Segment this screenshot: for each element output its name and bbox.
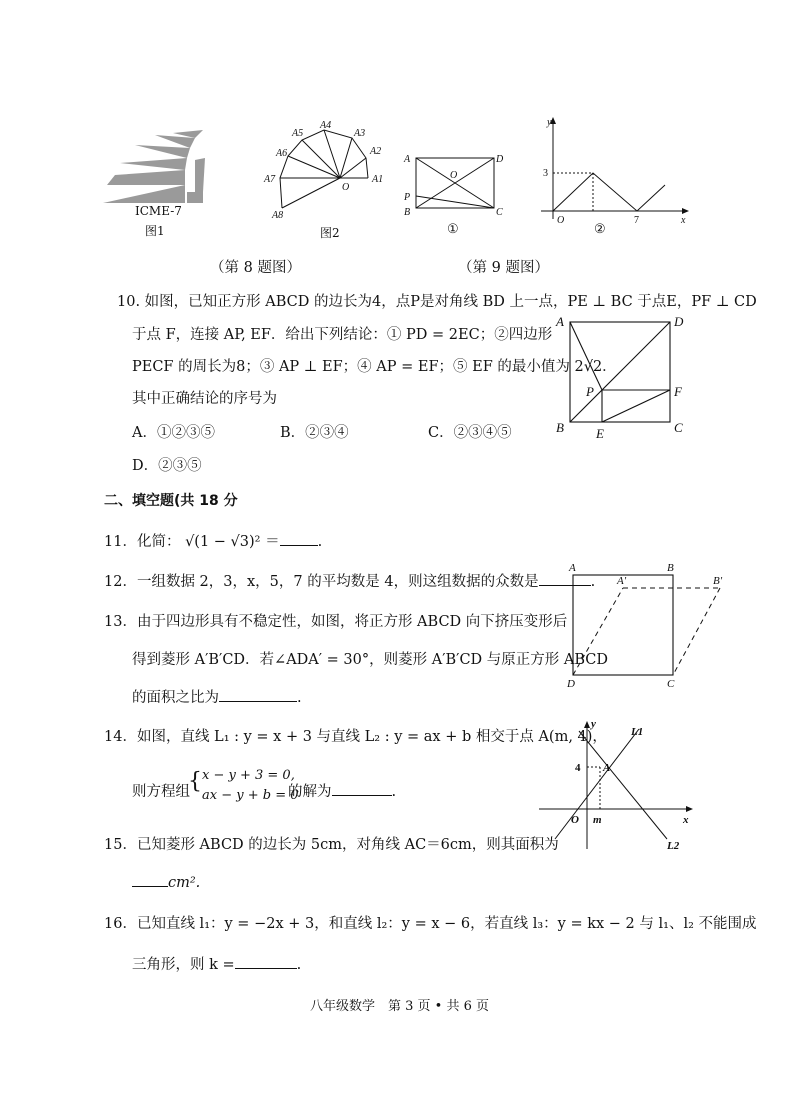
fig2-caption: 图2 bbox=[320, 226, 340, 240]
q10-line-1: 10. 如图，已知正方形 ABCD 的边长为4，点P是对角线 BD 上一点，PE ⊥ BC 于点E，PF ⊥ CD bbox=[117, 294, 757, 310]
page-footer: 八年级数学 第 3 页 • 共 6 页 bbox=[310, 999, 490, 1014]
fig9b-caption: ② bbox=[594, 222, 606, 237]
q14-prefix: 则方程组 bbox=[132, 784, 190, 800]
fig2-point-a5: A5 bbox=[292, 128, 304, 139]
fig1 bbox=[95, 130, 215, 240]
q10-point-p: P bbox=[586, 384, 594, 399]
fig9a-point-d: D bbox=[496, 154, 504, 165]
q14-line-graph bbox=[535, 715, 695, 855]
q16-end: . bbox=[296, 957, 302, 973]
q14-equation-1: x − y + 3 = 0, bbox=[202, 768, 295, 783]
fig9b-value-7: 7 bbox=[634, 215, 639, 225]
q11-text: 11．化简： bbox=[104, 534, 181, 550]
q13-answer-blank[interactable] bbox=[219, 687, 297, 702]
q10-option-a: A．①②③⑤ bbox=[132, 425, 215, 441]
q14-axis-y: y bbox=[591, 718, 596, 730]
q14-line-1: 14．如图，直线 L₁ : y = x + 3 与直线 L₂ : y = ax + b 相交于点 A(m, 4)， bbox=[104, 729, 607, 745]
q13-point-c: C bbox=[667, 678, 675, 690]
q10-point-e: E bbox=[596, 426, 604, 441]
q12-end: . bbox=[590, 574, 596, 590]
q11 bbox=[104, 530, 322, 551]
q10-point-f: F bbox=[674, 384, 682, 399]
q11-expr: √(1 − √3)² bbox=[185, 534, 261, 550]
q14-label-l2: L2 bbox=[667, 840, 680, 852]
q11-equals: ＝ bbox=[265, 534, 280, 550]
fig2-point-a6: A6 bbox=[276, 148, 288, 159]
q15-line-1: 15．已知菱形 ABCD 的边长为 5cm，对角线 AC＝6cm，则其面积为 bbox=[104, 837, 559, 853]
q15-unit: cm². bbox=[168, 875, 201, 891]
q10-option-d: D．②③⑤ bbox=[132, 458, 202, 474]
q10-option-c: C．②③④⑤ bbox=[428, 425, 512, 441]
q13-rhombus-figure bbox=[565, 560, 735, 690]
q10-point-b: B bbox=[556, 420, 564, 435]
fig9b-graph bbox=[533, 115, 693, 225]
q14-suffix: 的解为 bbox=[288, 784, 332, 800]
fig9a-point-b: B bbox=[404, 207, 411, 218]
q10-point-d: D bbox=[674, 314, 684, 329]
q14-origin: O bbox=[571, 814, 579, 826]
q13-line-3-text: 的面积之比为 bbox=[132, 690, 219, 706]
q10-option-b: B．②③④ bbox=[280, 425, 349, 441]
q13-point-b-prime: B′ bbox=[713, 575, 723, 587]
q14-label-l1: L1 bbox=[631, 726, 644, 738]
section-2-title: 二、填空题(共 18 分 bbox=[104, 493, 238, 509]
fig2-point-a1: A1 bbox=[372, 174, 384, 185]
fig1-caption-a: ICME-7 bbox=[135, 204, 182, 218]
q13-end: . bbox=[297, 690, 302, 706]
q14-brace: { bbox=[188, 769, 202, 794]
fig2-point-a7: A7 bbox=[264, 174, 276, 185]
q13-line-1: 13．由于四边形具有不稳定性，如图，将正方形 ABCD 向下挤压变形后 bbox=[104, 614, 568, 630]
caption-q8: （第 8 题图） bbox=[210, 260, 301, 276]
caption-q9: （第 9 题图） bbox=[458, 260, 549, 276]
q13-line-2: 得到菱形 A′B′CD．若∠ADA′ = 30°，则菱形 A′B′CD 与原正方形 ABCD bbox=[132, 652, 608, 668]
q14-equation-2: ax − y + b = 0 bbox=[202, 788, 299, 803]
q12-text: 12．一组数据 2，3，x，5，7 的平均数是 4，则这组数据的众数是 bbox=[104, 574, 539, 590]
q16-line-1: 16．已知直线 l₁：y = −2x + 3，和直线 l₂：y = x − 6，若直线 l₃：y = kx − 2 与 l₁、l₂ 不能围成 bbox=[104, 916, 757, 932]
q13-line-3 bbox=[132, 686, 302, 707]
q14-value-m: m bbox=[593, 814, 602, 826]
fig2-point-a4: A4 bbox=[320, 120, 332, 131]
q15-line-2 bbox=[132, 872, 200, 891]
q14-suffix-wrap bbox=[288, 780, 396, 801]
fig9a-caption: ① bbox=[447, 222, 459, 237]
fig2-point-a3: A3 bbox=[354, 128, 366, 139]
q13-point-b: B bbox=[667, 562, 674, 574]
icme-logo-image bbox=[95, 130, 215, 215]
fig9a-point-a: A bbox=[404, 154, 411, 165]
q11-end: . bbox=[317, 534, 323, 550]
q15-answer-blank[interactable] bbox=[132, 872, 168, 887]
q14-answer-blank[interactable] bbox=[332, 781, 392, 796]
q13-point-a-prime: A′ bbox=[617, 575, 627, 587]
fig1-caption-b: 图1 bbox=[145, 224, 165, 238]
q10-point-a: A bbox=[556, 314, 564, 329]
q14-value-4: 4 bbox=[575, 762, 581, 774]
fig2-point-a2: A2 bbox=[370, 146, 382, 157]
q10-line-2: 于点 F，连接 AP, EF．给出下列结论：① PD = 2EC；②四边形 bbox=[132, 327, 553, 343]
q14-point-a: A bbox=[603, 762, 611, 774]
q10-line-4: 其中正确结论的序号为 bbox=[132, 391, 277, 407]
fig9b-origin: O bbox=[557, 215, 565, 225]
q13-point-d: D bbox=[567, 678, 575, 690]
q16-line-2-text: 三角形，则 k = bbox=[132, 957, 235, 973]
fig9b-axis-x: x bbox=[681, 215, 686, 225]
q14-end: . bbox=[391, 784, 397, 800]
q10-point-c: C bbox=[674, 420, 683, 435]
q14-axis-x: x bbox=[683, 814, 689, 826]
fig9a-point-c: C bbox=[496, 207, 503, 218]
fig9a-point-o: O bbox=[450, 170, 458, 181]
fig9b-value-3: 3 bbox=[543, 168, 548, 179]
q10-line-3: PECF 的周长为8；③ AP ⊥ EF；④ AP = EF；⑤ EF 的最小值为 2√2． bbox=[132, 359, 617, 375]
fig9a-diagram bbox=[400, 148, 515, 223]
fig2-point-a8: A8 bbox=[272, 210, 284, 221]
q12 bbox=[104, 570, 595, 591]
fig2-point-o: O bbox=[342, 182, 350, 193]
fig9b-axis-y: y bbox=[547, 117, 552, 128]
q13-point-a: A bbox=[569, 562, 576, 574]
q16-line-2 bbox=[132, 953, 301, 974]
q16-answer-blank[interactable] bbox=[235, 954, 297, 969]
fig9a-point-p: P bbox=[404, 192, 411, 203]
fig2-diagram bbox=[262, 118, 392, 223]
q10-square-figure bbox=[552, 312, 692, 442]
q11-answer-blank[interactable] bbox=[280, 531, 318, 546]
